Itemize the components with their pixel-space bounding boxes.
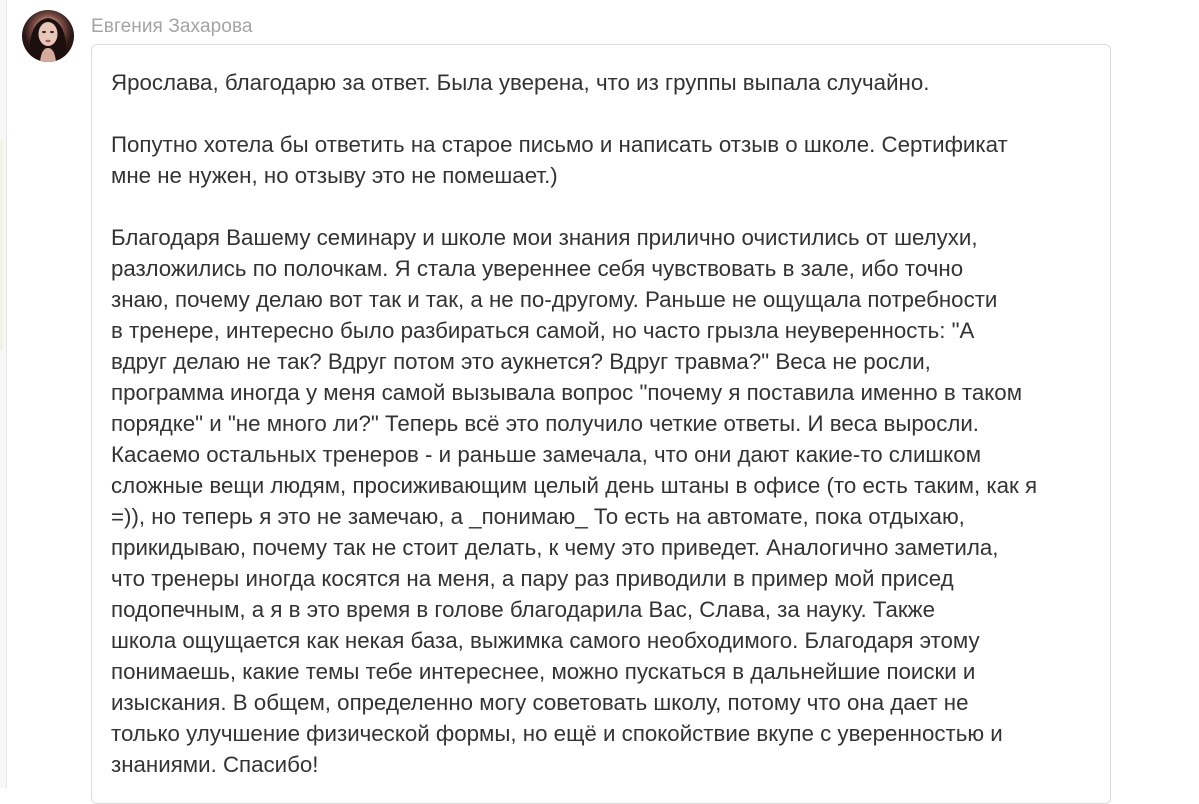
left-panel-edge [0,0,7,788]
avatar[interactable] [22,10,74,62]
author-name[interactable]: Евгения Захарова [91,16,253,37]
avatar-photo-icon [22,10,74,62]
message-body [111,67,1092,780]
message-paragraph: Благодаря Вашему семинару и школе мои знания прилично очистились от шелухи, разложились по полочкам. Я стала увереннее себя чувствовать в зале, ибо точно знаю, почему делаю вот так и так, а не по-другому. Раньше не ощущала потребности в тренере, интересно было разбираться самой, но часто грызла неуверенность: "А вдруг делаю не так? Вдруг потом это аукнется? Вдруг травма?" Веса не росли, программа иногда у меня самой вызывала вопрос "почему я поставила именно в таком порядке" и "не много ли?" Теперь всё это получило четкие ответы. И веса выросли. Касаемо остальных тренеров - и раньше замечала, что они дают какие-то слишком сложные вещи людям, просиживающим целый день штаны в офисе (то есть таким, как я =)), но теперь я это не замечаю, а _понимаю_ То есть на автомате, пока отдыхаю, прикидываю, почему так не стоит делать, к чему это приведет. Аналогично заметила, что тренеры иногда косятся на меня, а пару раз приводили в пример мой присед подопечным, а я в это время в голове благодарила Вас, Слава, за науку. Также школа ощущается как некая база, выжимка самого необходимого. Благодаря этому понимаешь, какие темы тебе интереснее, можно пускаться в дальнейшие поиски и изыскания. В общем, определенно могу советовать школу, потому что она дает не только улучшение физической формы, но ещё и спокойствие вкупе с уверенностью и знаниями. Спасибо! [111,225,1038,777]
message-bubble [91,44,1111,804]
message-paragraph: Ярослава, благодарю за ответ. Была уверена, что из группы выпала случайно. [111,70,930,95]
message-paragraph: Попутно хотела бы ответить на старое письмо и написать отзыв о школе. Сертификат мне не нужен, но отзыву это не помешает.) [111,132,1008,188]
